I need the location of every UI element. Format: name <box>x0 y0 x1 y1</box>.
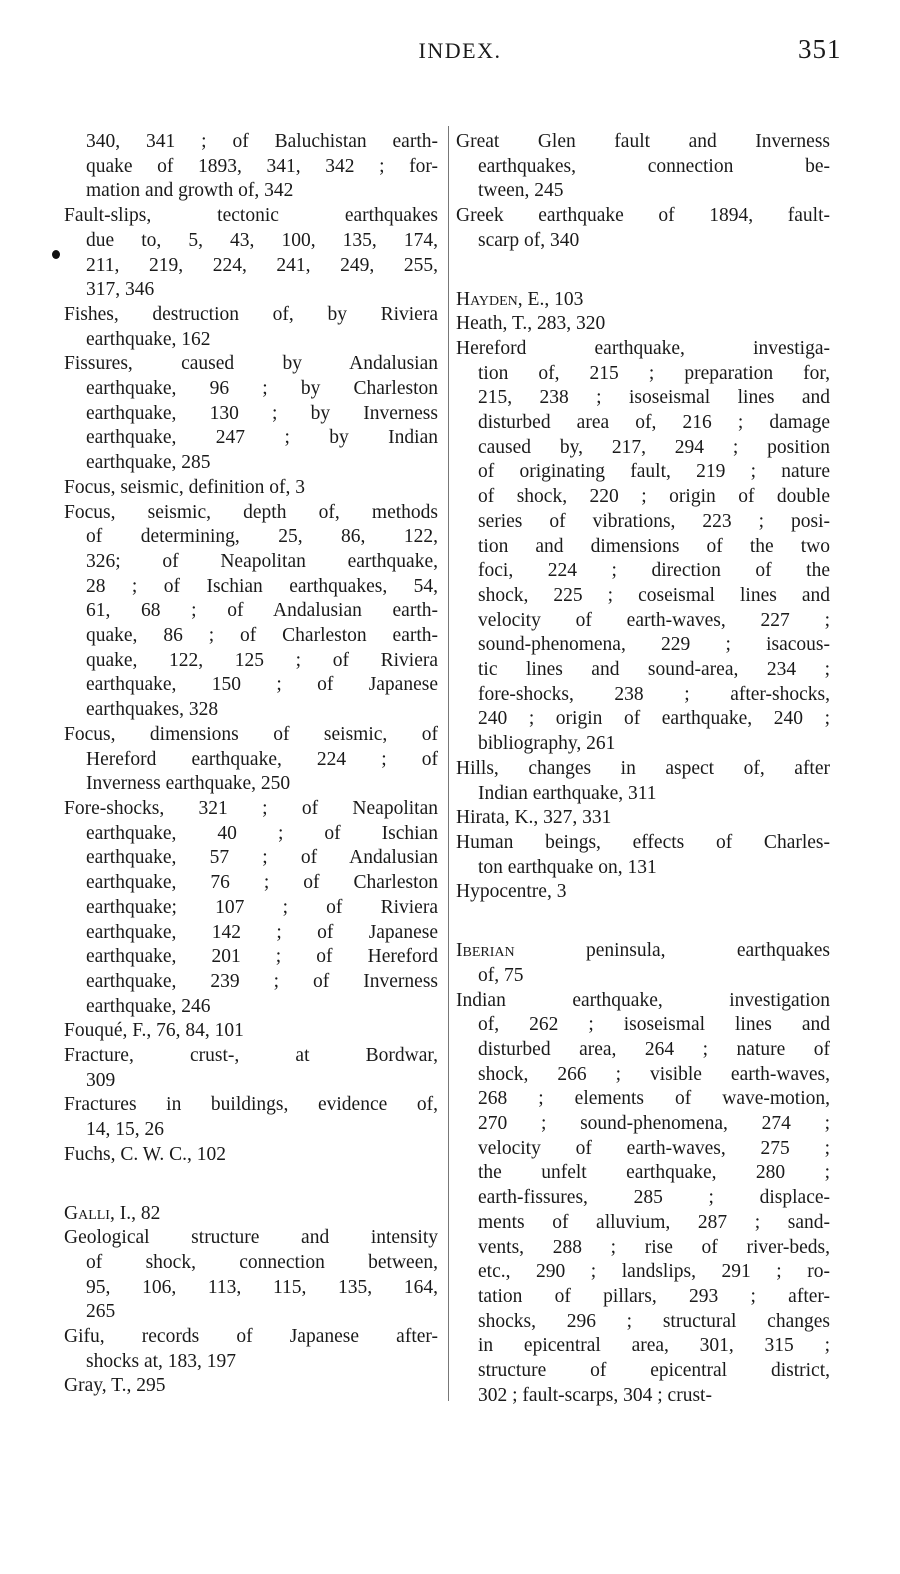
index-entry-line: due to, 5, 43, 100, 135, 174, <box>86 229 438 251</box>
index-entry <box>456 204 830 253</box>
page-number: 351 <box>798 34 842 64</box>
index-entry <box>64 1374 438 1399</box>
index-entry <box>64 501 438 723</box>
index-entry-line: Inverness earthquake, 250 <box>86 773 291 795</box>
index-entry-line: Fissures, caused by Andalusian <box>64 353 438 375</box>
index-entry-line: 340, 341 ; of Baluchistan earth- <box>86 131 438 152</box>
index-entry-line: of shock, 220 ; origin of double <box>478 486 830 508</box>
index-entry-line: Indian earthquake, investigation <box>456 989 830 1011</box>
index-entry <box>64 130 438 204</box>
index-entry-line: earthquakes, connection be- <box>478 155 830 177</box>
index-entry-line: Hills, changes in aspect of, after <box>456 757 830 779</box>
index-entry-line: 309 <box>86 1069 116 1091</box>
index-entry <box>64 1325 438 1374</box>
index-entry-line: bibliography, 261 <box>478 733 616 755</box>
index-entry-line: fore-shocks, 238 ; after-shocks, <box>478 683 830 705</box>
index-entry-line: earthquakes, 328 <box>86 699 219 721</box>
index-entry-line: disturbed area of, 216 ; damage <box>478 412 830 434</box>
index-entry-line: Hypocentre, 3 <box>456 881 567 903</box>
index-entry-line: earthquake, 130 ; by Inverness <box>86 402 438 424</box>
index-entry-line: 95, 106, 113, 115, 135, 164, <box>86 1276 438 1298</box>
index-entry-line: 61, 68 ; of Andalusian earth- <box>86 600 438 622</box>
index-entry-line: disturbed area, 264 ; nature of <box>478 1038 830 1060</box>
index-entry-line: Great Glen fault and Inverness <box>456 131 830 152</box>
index-entry-line: tion and dimensions of the two <box>478 535 830 557</box>
index-entry-line: tween, 245 <box>478 180 564 202</box>
index-column-right <box>456 130 830 1408</box>
index-entry <box>456 312 830 337</box>
index-entry <box>64 1226 438 1325</box>
index-entry-line: earthquake; 107 ; of Riviera <box>86 896 438 918</box>
index-entry-line: earthquake, 142 ; of Japanese <box>86 921 438 943</box>
index-entry <box>64 1044 438 1093</box>
index-entry-lead-word: Galli <box>64 1202 110 1224</box>
index-entry-line: Fracture, crust-, at Bordwar, <box>64 1045 438 1067</box>
index-entry <box>456 880 830 905</box>
index-entry-line: shocks at, 183, 197 <box>86 1350 237 1372</box>
index-entry <box>64 723 438 797</box>
index-entry-line: 317, 346 <box>86 279 155 301</box>
index-entry-line: velocity of earth-waves, 227 ; <box>478 609 830 631</box>
index-entry-line: ton earthquake on, 131 <box>478 856 657 878</box>
index-entry <box>64 476 438 501</box>
index-entry-line: of originating fault, 219 ; nature <box>478 461 830 483</box>
index-entry-line: Geological structure and intensity <box>64 1227 438 1249</box>
index-entry-line: etc., 290 ; landslips, 291 ; ro- <box>478 1261 830 1283</box>
index-column-left <box>64 130 438 1399</box>
column-divider <box>448 126 449 1401</box>
index-entry-line: of shock, connection between, <box>86 1251 438 1273</box>
index-entry-line: Fore-shocks, 321 ; of Neapolitan <box>64 797 438 819</box>
index-entry <box>64 303 438 352</box>
index-entry-line: Indian earthquake, 311 <box>478 782 657 804</box>
index-entry-line: earthquake, 150 ; of Japanese <box>86 674 438 696</box>
index-entry <box>456 831 830 880</box>
index-entry-line: Fuchs, C. W. C., 102 <box>64 1143 226 1165</box>
index-entry-line: Focus, dimensions of seismic, of <box>64 723 438 745</box>
index-entry-line: Greek earthquake of 1894, fault- <box>456 205 830 227</box>
index-entry-line: 265 <box>86 1301 116 1323</box>
index-entry-line: quake of 1893, 341, 342 ; for- <box>86 155 438 177</box>
index-entry-line: mation and growth of, 342 <box>86 180 294 202</box>
index-entry-line: 14, 15, 26 <box>86 1119 164 1141</box>
ink-spot-mark <box>52 250 60 259</box>
index-entry-line: earthquake, 96 ; by Charleston <box>86 378 438 400</box>
index-entry-line: Focus, seismic, definition of, 3 <box>64 476 306 498</box>
index-entry <box>456 806 830 831</box>
index-entry-line: foci, 224 ; direction of the <box>478 560 830 582</box>
index-entry-line: earthquake, 162 <box>86 328 211 350</box>
index-entry-line: sound-phenomena, 229 ; isacous- <box>478 634 830 656</box>
index-entry <box>64 352 438 476</box>
index-entry-line: earthquake, 76 ; of Charleston <box>86 872 438 894</box>
index-entry-line: 28 ; of Ischian earthquakes, 54, <box>86 575 438 597</box>
index-entry-line: Iberian peninsula, earthquakes <box>456 940 830 962</box>
index-entry-line: Gifu, records of Japanese after- <box>64 1326 438 1348</box>
index-entry <box>64 204 438 303</box>
index-entry-line: structure of epicentral district, <box>478 1360 830 1382</box>
index-entry <box>64 1143 438 1168</box>
index-entry <box>456 939 830 988</box>
index-entry-line: Fishes, destruction of, by Riviera <box>64 303 438 325</box>
index-entry <box>456 288 830 313</box>
index-entry-line: of, 262 ; isoseismal lines and <box>478 1014 830 1036</box>
index-entry-line: shocks, 296 ; structural changes <box>478 1310 830 1332</box>
index-entry-line: quake, 86 ; of Charleston earth- <box>86 625 438 647</box>
index-entry-line: 240 ; origin of earthquake, 240 ; <box>478 708 830 730</box>
index-entry-line: earthquake, 246 <box>86 995 211 1017</box>
index-entry-line: earthquake, 40 ; of Ischian <box>86 822 438 844</box>
index-entry-line: Fouqué, F., 76, 84, 101 <box>64 1020 244 1042</box>
index-entry-line: 270 ; sound-phenomena, 274 ; <box>478 1113 830 1135</box>
index-entry-line: Galli, I., 82 <box>64 1202 161 1224</box>
index-entry-line: Hirata, K., 327, 331 <box>456 807 612 829</box>
index-entry-line: Hereford earthquake, 224 ; of <box>86 748 438 770</box>
index-entry-line: earthquake, 285 <box>86 452 211 474</box>
index-entry-line: Fault-slips, tectonic earthquakes <box>64 205 438 227</box>
index-entry-line: earthquake, 57 ; of Andalusian <box>86 847 438 869</box>
index-entry <box>64 1019 438 1044</box>
index-entry-line: caused by, 217, 294 ; position <box>478 436 830 458</box>
index-entry-lead-word: Iberian <box>456 940 515 962</box>
index-entry-line: earthquake, 239 ; of Inverness <box>86 970 438 992</box>
index-entry-line: shock, 266 ; visible earth-waves, <box>478 1063 830 1085</box>
index-entry-line: tic lines and sound-area, 234 ; <box>478 659 830 681</box>
index-entry-line: in epicentral area, 301, 315 ; <box>478 1335 830 1357</box>
index-entry-line: Heath, T., 283, 320 <box>456 313 606 335</box>
index-entry-line: 326; of Neapolitan earthquake, <box>86 550 438 572</box>
index-entry-line: series of vibrations, 223 ; posi- <box>478 510 830 532</box>
index-entry-line: 302 ; fault-scarps, 304 ; crust- <box>478 1384 712 1406</box>
index-entry-line: earth-fissures, 285 ; displace- <box>478 1187 830 1209</box>
index-entry <box>456 757 830 806</box>
index-entry-line: scarp of, 340 <box>478 229 580 251</box>
index-entry-line: 211, 219, 224, 241, 249, 255, <box>86 254 438 276</box>
index-entry-line: earthquake, 247 ; by Indian <box>86 427 438 449</box>
index-entry-line: 215, 238 ; isoseismal lines and <box>478 387 830 409</box>
index-entry-line: Hereford earthquake, investiga- <box>456 337 830 359</box>
index-entry <box>456 130 830 204</box>
index-entry <box>64 797 438 1019</box>
index-entry-line: Human beings, effects of Charles- <box>456 831 830 853</box>
index-entry-line: earthquake, 201 ; of Hereford <box>86 946 438 968</box>
index-entry-line: vents, 288 ; rise of river-beds, <box>478 1236 830 1258</box>
index-entry-line: of determining, 25, 86, 122, <box>86 526 438 548</box>
index-entry-line: Fractures in buildings, evidence of, <box>64 1094 438 1116</box>
index-entry <box>456 989 830 1409</box>
index-entry-line: tation of pillars, 293 ; after- <box>478 1285 830 1307</box>
index-entry-line: ments of alluvium, 287 ; sand- <box>478 1211 830 1233</box>
index-entry-line: shock, 225 ; coseismal lines and <box>478 584 830 606</box>
index-entry-line: the unfelt earthquake, 280 ; <box>478 1162 830 1184</box>
index-entry-line: Hayden, E., 103 <box>456 288 584 310</box>
index-entry-line: tion of, 215 ; preparation for, <box>478 362 830 384</box>
index-entry-line: 268 ; elements of wave-motion, <box>478 1088 830 1110</box>
index-entry <box>64 1093 438 1142</box>
running-head-title: INDEX. <box>418 38 502 63</box>
index-entry-line: Focus, seismic, depth of, methods <box>64 501 438 523</box>
index-entry-line: velocity of earth-waves, 275 ; <box>478 1137 830 1159</box>
index-entry <box>456 337 830 757</box>
index-entry <box>64 1202 438 1227</box>
index-entry-lead-word: Hayden <box>456 288 518 310</box>
index-entry-line: of, 75 <box>478 964 524 986</box>
index-entry-line: quake, 122, 125 ; of Riviera <box>86 649 438 671</box>
index-entry-line: Gray, T., 295 <box>64 1375 166 1397</box>
